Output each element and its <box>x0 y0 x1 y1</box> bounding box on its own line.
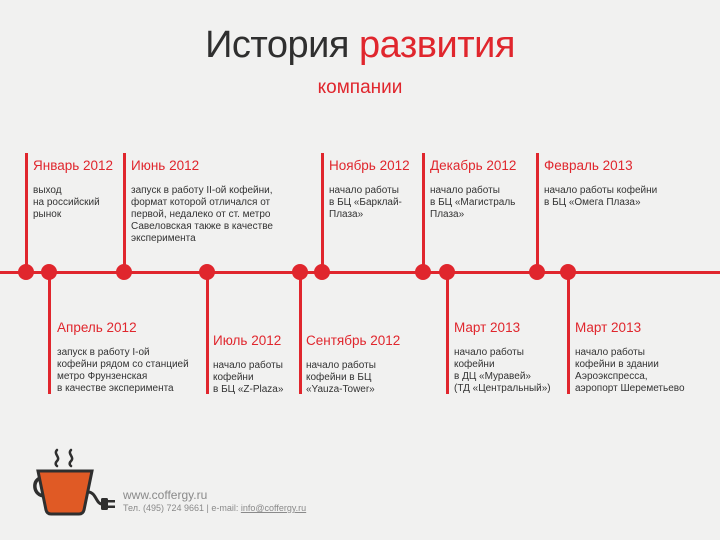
event-date: Апрель 2012 <box>57 320 137 335</box>
timeline-dot <box>415 264 431 280</box>
event-jul-2012 <box>213 333 283 396</box>
event-description: запуск в работу II-ой кофейни, формат которой отличался от первой, недалеко от ст. метро Савеловская также в качестве эксперимента <box>131 185 273 244</box>
event-description: запуск в работу I-ой кофейни рядом со станцией метро Фрунзенская в качестве эксперимента <box>57 347 189 394</box>
event-feb-2013 <box>544 158 657 209</box>
title-main: История <box>205 24 349 66</box>
event-jan-2012 <box>33 158 113 221</box>
footer-email-link[interactable]: info@coffergy.ru <box>240 503 307 513</box>
event-description: начало работы кофейни в БЦ «Z-Plaza» <box>213 360 284 395</box>
event-jun-2012 <box>131 158 273 245</box>
event-date: Июнь 2012 <box>131 158 200 173</box>
stem-mar-2013-a <box>446 272 449 394</box>
event-date: Февраль 2013 <box>544 158 633 173</box>
stem-nov-2012 <box>321 153 324 273</box>
event-description: начало работы в БЦ «Барклай- Плаза» <box>329 185 402 220</box>
timeline-dot <box>199 264 215 280</box>
footer-contacts <box>123 503 306 513</box>
stem-feb-2013 <box>536 153 539 273</box>
event-apr-2012 <box>57 320 189 395</box>
event-date: Декабрь 2012 <box>430 158 517 173</box>
event-date: Июль 2012 <box>213 333 282 348</box>
event-description: начало работы в БЦ «Магистраль Плаза» <box>430 185 516 220</box>
stem-apr-2012 <box>48 272 51 394</box>
event-date: Январь 2012 <box>33 158 114 173</box>
event-date: Сентябрь 2012 <box>306 333 401 348</box>
event-date: Март 2013 <box>575 320 642 335</box>
coffee-cup-plug-icon <box>30 448 120 520</box>
stem-mar-2013-b <box>567 272 570 394</box>
page-title <box>0 24 720 67</box>
event-description: начало работы кофейни в ДЦ «Муравей» (ТД «Центральный») <box>454 347 551 394</box>
timeline-dot <box>439 264 455 280</box>
event-date: Март 2013 <box>454 320 521 335</box>
event-description: начало работы кофейни в БЦ «Yauza-Tower» <box>306 360 376 395</box>
stem-jul-2012 <box>206 272 209 394</box>
page-subtitle: компании <box>317 77 403 98</box>
stem-jan-2012 <box>25 153 28 273</box>
footer-phone: Тел. (495) 724 9661 | e-mail: <box>123 503 241 513</box>
event-description: начало работы кофейни в здании Аэроэкспресса, аэропорт Шереметьево <box>575 347 685 394</box>
timeline-dot <box>292 264 308 280</box>
stem-jun-2012 <box>123 153 126 273</box>
event-dec-2012 <box>430 158 516 221</box>
event-description: начало работы кофейни в БЦ «Омега Плаза» <box>544 185 658 208</box>
event-sep-2012 <box>306 333 400 396</box>
timeline-dot <box>116 264 132 280</box>
stem-sep-2012 <box>299 272 302 394</box>
timeline-dot <box>529 264 545 280</box>
timeline-dot <box>314 264 330 280</box>
event-mar-2013-b <box>575 320 685 395</box>
event-mar-2013-a <box>454 320 551 395</box>
stem-dec-2012 <box>422 153 425 273</box>
event-description: выход на российский рынок <box>33 185 100 220</box>
timeline-dot <box>18 264 34 280</box>
title-accent: развития <box>359 24 515 66</box>
footer-website-link[interactable]: www.coffergy.ru <box>123 488 208 502</box>
event-date: Ноябрь 2012 <box>329 158 410 173</box>
timeline-dot <box>41 264 57 280</box>
event-nov-2012 <box>329 158 410 221</box>
timeline-line <box>0 271 720 274</box>
timeline-dot <box>560 264 576 280</box>
